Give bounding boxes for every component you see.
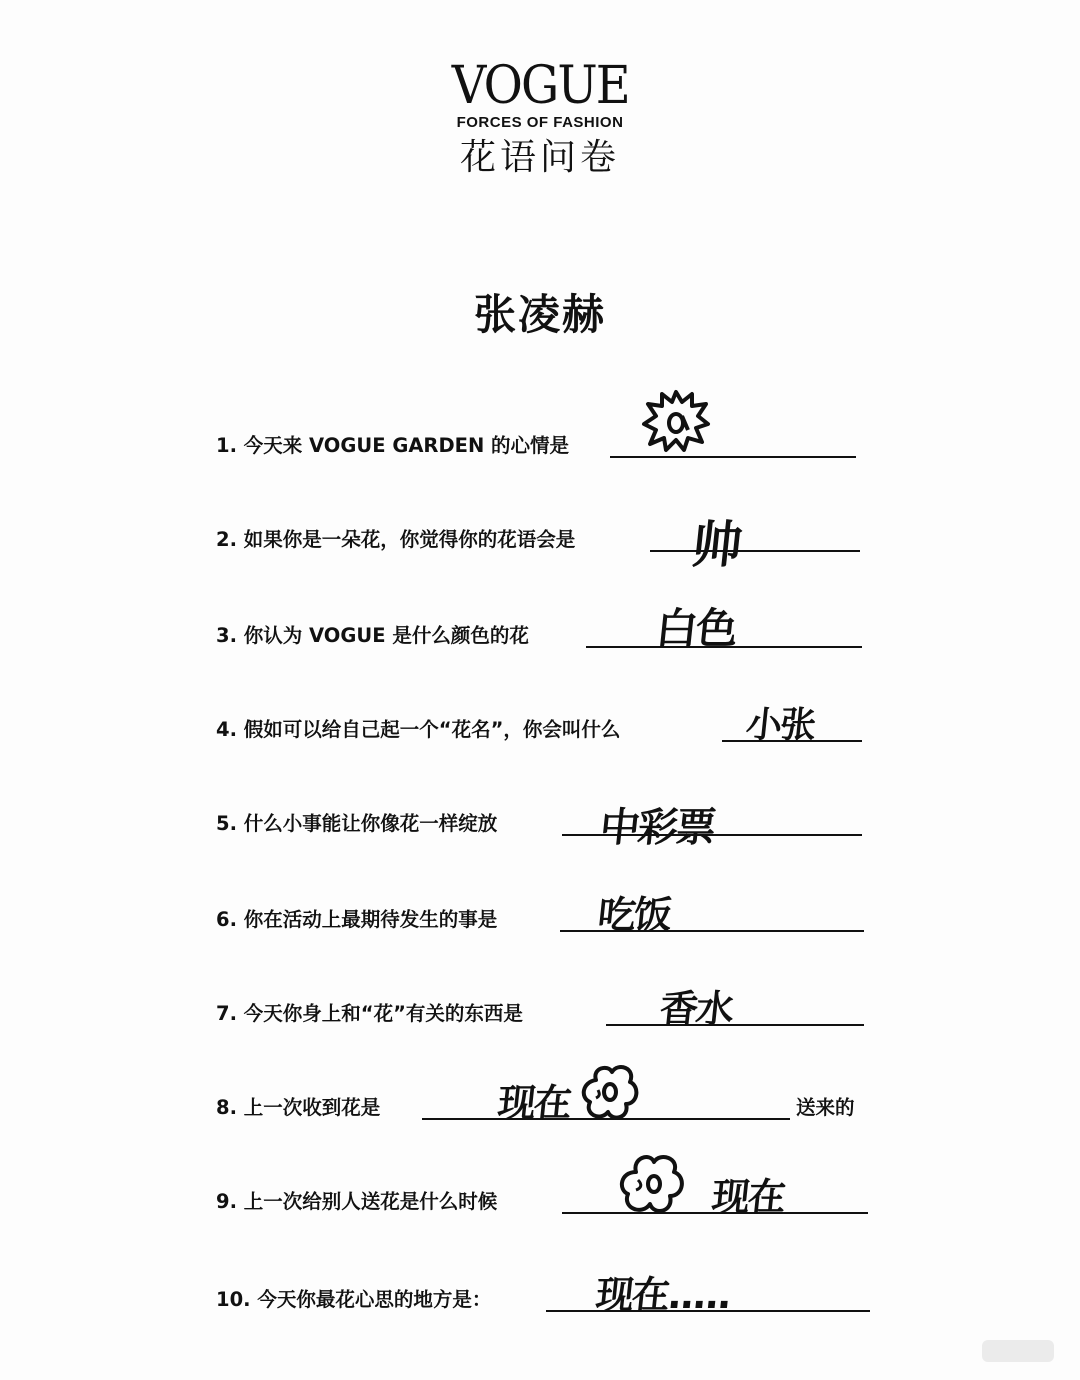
person-name: 张凌赫 <box>473 290 606 339</box>
question-2 <box>216 496 866 574</box>
masthead <box>0 58 1080 180</box>
question-3 <box>216 592 866 652</box>
question-label: 2. 如果你是一朵花，你觉得你的花语会是 <box>216 528 576 551</box>
question-label: 6. 你在活动上最期待发生的事是 <box>216 908 498 931</box>
handwritten-answer: 帅 <box>688 516 744 574</box>
watermark <box>982 1340 1054 1362</box>
subtitle-chinese: 花语问卷 <box>459 137 620 178</box>
flower-doodle-icon <box>616 1150 690 1220</box>
question-label: 10. 今天你最花心思的地方是： <box>216 1288 492 1311</box>
answer-underline <box>606 1024 864 1026</box>
question-label: 8. 上一次收到花是 <box>216 1096 381 1119</box>
question-6 <box>216 876 866 936</box>
flower-doodle-icon <box>640 386 712 456</box>
handwritten-answer: 现在..... <box>593 1273 733 1317</box>
question-label: 5. 什么小事能让你像花一样绽放 <box>216 812 498 835</box>
question-5 <box>216 780 866 851</box>
question-8 <box>216 1064 876 1124</box>
question-label: 4. 假如可以给自己起一个“花名”，你会叫什么 <box>216 718 621 741</box>
handwritten-answer: 香水 <box>657 987 735 1031</box>
handwritten-answer: 小张 <box>743 705 817 746</box>
handwritten-answer: 中彩票 <box>597 805 717 851</box>
question-7 <box>216 970 866 1030</box>
question-label: 3. 你认为 VOGUE 是什么颜色的花 <box>216 624 529 647</box>
question-1 <box>216 402 866 462</box>
handwritten-answer: 现在 <box>709 1175 787 1219</box>
question-label: 1. 今天来 VOGUE GARDEN 的心情是 <box>216 434 570 457</box>
flower-doodle-icon <box>578 1060 642 1124</box>
question-9 <box>216 1158 876 1218</box>
question-label: 7. 今天你身上和“花”有关的东西是 <box>216 1002 523 1025</box>
question-10 <box>216 1256 876 1316</box>
answer-underline <box>650 550 860 552</box>
question-suffix: 送来的 <box>796 1096 855 1119</box>
answer-underline <box>610 456 856 458</box>
handwritten-answer: 吃饭 <box>595 893 673 937</box>
subtitle-english: FORCES OF FASHION <box>456 114 624 131</box>
question-4 <box>216 686 866 746</box>
vogue-logo: VOGUE <box>451 56 629 116</box>
handwritten-answer: 白色 <box>653 604 739 653</box>
handwritten-answer: 现在 <box>495 1081 573 1125</box>
question-label: 9. 上一次给别人送花是什么时候 <box>216 1190 498 1213</box>
